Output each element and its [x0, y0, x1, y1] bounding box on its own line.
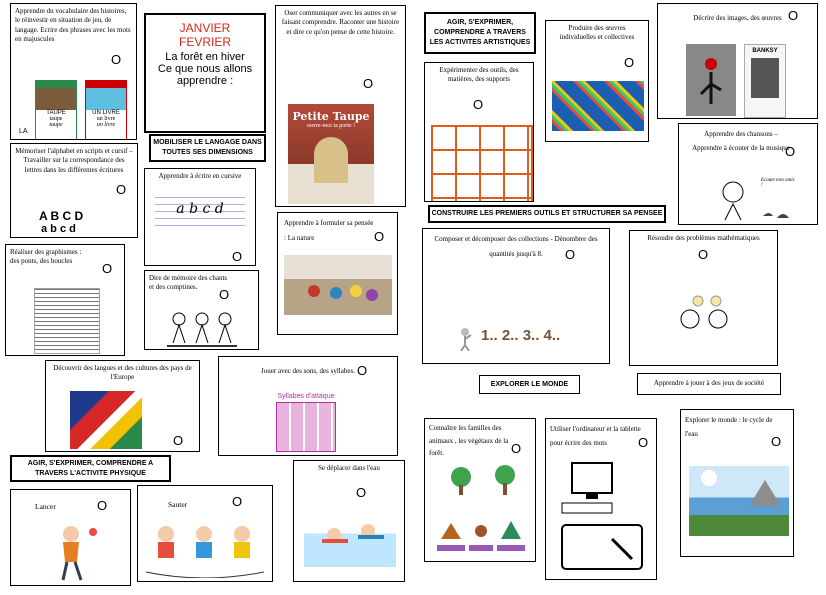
familles-text: Connaître les familles des animaux , les végétaux de la forêt.: [429, 424, 509, 458]
theme-title: La forêt en hiver: [165, 51, 245, 63]
month-fevrier: FEVRIER: [178, 35, 231, 49]
children-singing-picture: [167, 309, 237, 347]
card-alphabet: [10, 143, 138, 238]
forest-families-picture: [433, 461, 529, 557]
swimming-picture: [304, 511, 396, 567]
pensee-text: Apprendre à formuler sa pensée : La nature: [284, 219, 374, 243]
chants-text: Dire de mémoire des chants et des comptines.: [149, 274, 228, 292]
graphismes-picture: [34, 288, 100, 354]
header-artistique: AGIR, S'EXPRIMER, COMPRENDRE A TRAVERS LES ACTIVITES ARTISTIQUES: [424, 12, 536, 54]
card-collections: [422, 228, 610, 364]
outils-grid-picture: [431, 125, 533, 202]
status-mark: O: [473, 97, 484, 112]
lancer-text: Lancer: [35, 502, 56, 511]
card-vocabulaire: [10, 3, 137, 140]
card-cursive: [144, 168, 256, 266]
taupe-picture: [35, 80, 77, 140]
banksy-picture: [686, 44, 736, 116]
status-mark: O: [232, 249, 243, 264]
status-mark: O: [357, 363, 368, 378]
book-subtitle: ouvre-moi ta porte !: [306, 123, 356, 129]
status-mark: O: [111, 52, 122, 67]
card-sons: [218, 356, 398, 456]
cursive-letters: a b c d: [176, 201, 224, 217]
fish-artwork-picture: [552, 81, 644, 131]
status-mark: O: [374, 229, 385, 244]
livre-picture: [85, 80, 127, 140]
card-chants: [144, 270, 259, 350]
vocab-text: Apprendre du vocabulaire des histoires, le réinvestir en situation de jeu, de langage. Ecrire des phrases avec les mots en majuscules: [15, 7, 131, 44]
collections-text: Composer et décomposer des collections - Dénombrer des quantités jusqu'à 8.: [434, 235, 598, 259]
throwing-child-picture: [41, 524, 101, 582]
counting-text: 1.. 2.. 3.. 4..: [481, 327, 561, 344]
status-mark: O: [232, 494, 243, 509]
syllabes-label: Syllabes d'attaque: [277, 393, 335, 400]
card-eau-cycle: [680, 409, 794, 557]
syllabes-picture: [276, 393, 336, 453]
status-mark: O: [219, 287, 230, 302]
banksy-label: BANKSY: [752, 48, 778, 54]
deplacer-text: Se déplacer dans l'eau: [318, 464, 380, 472]
langues-text: Découvrir des langues et des cultures des pays de l'Europe: [53, 364, 192, 382]
title-line1: Ce que nous allons: [157, 63, 253, 75]
status-mark: O: [173, 433, 184, 448]
status-mark: O: [698, 247, 709, 262]
status-mark: O: [785, 144, 796, 159]
card-chansons: [678, 123, 818, 225]
card-familles: [424, 418, 536, 562]
card-experimenter: [424, 62, 534, 202]
chansons-text: Apprendre des chansons – Apprendre à écouter de la musique: [692, 130, 790, 152]
cursive-lines: [155, 191, 245, 229]
vocab-word-5: un livre: [96, 116, 116, 122]
card-graphismes: [5, 244, 125, 356]
month-janvier: JANVIER: [179, 21, 231, 35]
status-mark: O: [771, 434, 782, 449]
book-title: Petite Taupe: [292, 110, 370, 123]
oser-text: Oser communiquer avec les autres en se faisant comprendre. Raconter une histoire et dire ce qu'on pense de cette histoire.: [281, 9, 400, 36]
jeux-text: Apprendre à jouer à des jeux de société: [653, 379, 765, 387]
cursive-text: Apprendre à écrire en cursive: [158, 172, 242, 180]
status-mark: O: [624, 55, 635, 70]
status-mark: O: [638, 435, 649, 450]
card-images: [657, 3, 818, 119]
counting-figure: [457, 327, 473, 351]
card-problemes: [629, 230, 778, 366]
status-mark: O: [356, 485, 367, 500]
card-deplacer: [293, 460, 405, 582]
vocab-word-3: taupe: [49, 122, 63, 128]
status-mark: O: [363, 76, 374, 91]
card-sauter: [137, 485, 273, 582]
classroom-photo: [284, 255, 392, 315]
oeuvres-text: Produire des œuvres individuelles et collectives: [559, 24, 635, 42]
header-outils: CONSTRUIRE LES PREMIERS OUTILS ET STRUCTURER SA PENSEE: [428, 205, 666, 223]
card-pensee: [277, 212, 398, 335]
sons-text: Jouer avec des sons, des syllabes.: [261, 367, 355, 375]
header-langage: MOBILISER LE LANGAGE DANS TOUTES SES DIMENSIONS: [149, 134, 266, 162]
images-text: Décrire des images, des œuvres: [693, 14, 782, 22]
vocab-word-6: un livre: [96, 122, 116, 128]
sauter-text: Sauter: [168, 500, 188, 509]
card-ordinateur: [545, 418, 657, 580]
card-oeuvres: [545, 20, 649, 142]
title-line2: apprendre :: [176, 75, 234, 87]
thinking-children-picture: [676, 295, 732, 343]
eau-cycle-text: Explorer le monde : le cycle de l'eau: [685, 416, 773, 438]
computer-tablet-picture: [552, 459, 652, 575]
problemes-text: Résoudre des problèmes mathématiques: [647, 234, 760, 242]
music-listening-picture: [719, 176, 799, 222]
header-physique: AGIR, S'EXPRIMER, COMPRENDRE A TRAVERS L'ACTIVITE PHYSIQUE: [10, 455, 171, 482]
vocab-word-1: TAUPE: [46, 110, 66, 116]
vocab-word-2: taupe: [49, 116, 63, 122]
card-lancer: [10, 489, 131, 586]
letters-small: a b c d: [41, 223, 76, 235]
banksy-card: [744, 44, 786, 118]
card-oser: [275, 5, 406, 207]
status-mark: O: [102, 261, 113, 276]
letters-caps: A B C D: [39, 209, 84, 223]
europe-flags-picture: [70, 391, 142, 449]
experimenter-text: Expérimenter des outils, des matières, des supports: [439, 66, 519, 84]
ordinateur-text: Utiliser l'ordinateur et la tablette pour écrire des mots: [550, 425, 641, 447]
water-cycle-picture: [689, 466, 789, 536]
header-monde: EXPLORER LE MONDE: [479, 375, 580, 394]
title-box: [144, 13, 266, 133]
card-jeux: [637, 373, 781, 395]
graphismes-text: Réaliser des graphismes : des ponts, des boucles: [10, 248, 82, 266]
card-langues: [45, 360, 200, 452]
status-mark: O: [511, 441, 522, 456]
book-cover: [288, 104, 374, 204]
status-mark: O: [116, 182, 127, 197]
status-mark: O: [97, 498, 108, 513]
status-mark: O: [788, 8, 799, 23]
status-mark: O: [565, 247, 576, 262]
jumping-children-picture: [142, 522, 268, 578]
vocab-la: LA: [19, 128, 28, 135]
vocab-word-4: UN LIVRE: [92, 110, 120, 116]
music-bubble: Ecoute mes amis !: [761, 178, 795, 188]
alphabet-text: Mémoriser l'alphabet en scripts et cursif – Travailler sur la correspondance des lettres dans les différentes écritures: [15, 147, 133, 174]
